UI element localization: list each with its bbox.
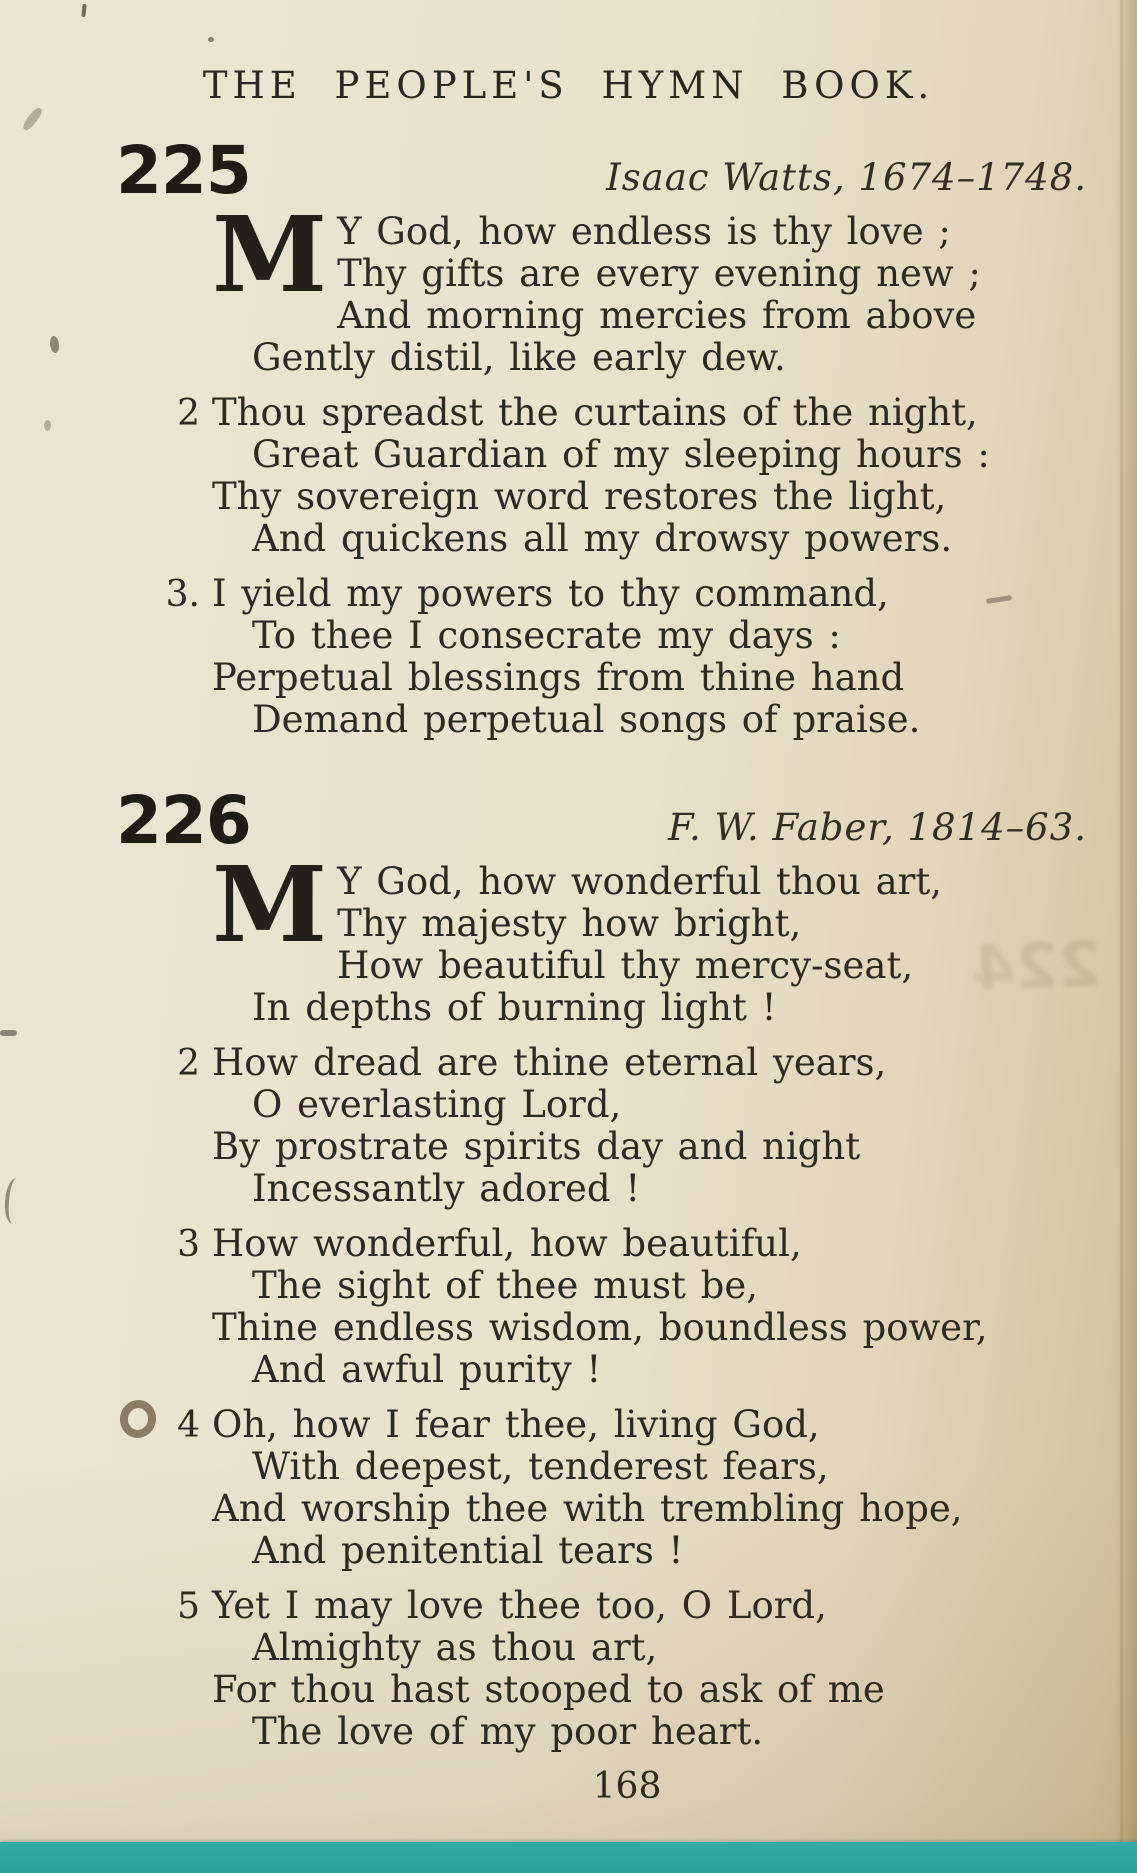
verse-line: Great Guardian of my sleeping hours : (252, 433, 990, 476)
bottom-scan-bar (0, 1842, 1137, 1873)
verse-line: Almighty as thou art, (252, 1626, 658, 1669)
showthrough-hymn-number: 224 (970, 927, 1103, 1006)
verse-line: And awful purity ! (252, 1348, 602, 1391)
verse-line: Y God, how endless is thy love ; (337, 210, 951, 253)
verse-line: Gently distil, like early dew. (252, 336, 786, 379)
drop-cap-letter: M (212, 843, 328, 966)
verse-line: Thy sovereign word restores the light, (212, 475, 947, 518)
verse (165, 572, 1097, 741)
verse-line: And worship thee with trembling hope, (212, 1487, 963, 1530)
scan-mark-dash (0, 1030, 17, 1036)
verse-line: In depths of burning light ! (252, 986, 777, 1029)
verse-line: Perpetual blessings from thine hand (212, 656, 905, 699)
verse-line: Y God, how wonderful thou art, (337, 860, 942, 903)
verse-line: Yet I may love thee too, O Lord, (212, 1584, 827, 1627)
verse (177, 1041, 1097, 1210)
hymn-attribution: Isaac Watts, 1674–1748. (606, 156, 1087, 199)
page-edge-streak (1120, 0, 1123, 1873)
verse-line: And morning mercies from above (337, 294, 977, 337)
verse-line: O everlasting Lord, (252, 1083, 622, 1126)
hymn-number: 225 (116, 132, 251, 210)
verse-line: And quickens all my drowsy powers. (252, 517, 953, 560)
hymn-number: 226 (116, 782, 251, 860)
verse (212, 193, 1097, 379)
page-edge-shadow (1115, 0, 1137, 1873)
verse (212, 843, 1097, 1029)
hymn-226-heading (100, 767, 1087, 860)
verse-line: With deepest, tenderest fears, (252, 1445, 829, 1488)
verse-number: 4 (177, 1405, 200, 1446)
verse (177, 1403, 1097, 1572)
verse-number: 2 (177, 393, 200, 434)
verse-line: For thou hast stooped to ask of me (212, 1668, 885, 1711)
scan-mark-comma (48, 335, 61, 354)
verse-line: The love of my poor heart. (252, 1710, 764, 1753)
scan-mark-stroke (21, 106, 44, 132)
verse-number: 5 (177, 1586, 200, 1627)
verse-line: How dread are thine eternal years, (212, 1041, 887, 1084)
verse-line: Thine endless wisdom, boundless power, (212, 1306, 988, 1349)
verse-line: Demand perpetual songs of praise. (252, 698, 921, 741)
verse-line: And penitential tears ! (252, 1529, 684, 1572)
verse-line: How wonderful, how beautiful, (212, 1222, 802, 1265)
verse-line: Thou spreadst the curtains of the night, (212, 391, 978, 434)
verse (177, 391, 1097, 560)
verse (177, 1222, 1097, 1391)
scan-mark-ring (116, 1397, 159, 1442)
verse-line: Thy majesty how bright, (337, 902, 802, 945)
scan-mark-dot (208, 37, 214, 42)
hymn-225-verses (165, 193, 1097, 741)
drop-cap-letter: M (212, 193, 328, 316)
scan-mark-speck (44, 420, 51, 431)
hymn-attribution: F. W. Faber, 1814–63. (668, 806, 1087, 849)
verse-line: How beautiful thy mercy-seat, (337, 944, 914, 987)
verse-line: By prostrate spirits day and night (212, 1125, 861, 1168)
hymn-226-verses (177, 843, 1097, 1753)
verse-line: Thy gifts are every evening new ; (337, 252, 981, 295)
verse-number: 3 (177, 1224, 200, 1265)
verse-line: Incessantly adored ! (252, 1167, 641, 1210)
verse-line: I yield my powers to thy command, (212, 572, 889, 615)
verse-number: 3. (165, 574, 200, 615)
verse-line: To thee I consecrate my days : (252, 614, 841, 657)
verse (177, 1584, 1097, 1753)
scan-mark-curve (3, 1177, 26, 1224)
running-head: THE PEOPLE'S HYMN BOOK. (202, 64, 935, 107)
hymn-225-heading (100, 117, 1087, 210)
verse-number: 2 (177, 1043, 200, 1084)
verse-line: The sight of thee must be, (252, 1264, 758, 1307)
verse-line: Oh, how I fear thee, living God, (212, 1403, 820, 1446)
page-number: 168 (592, 1766, 662, 1807)
